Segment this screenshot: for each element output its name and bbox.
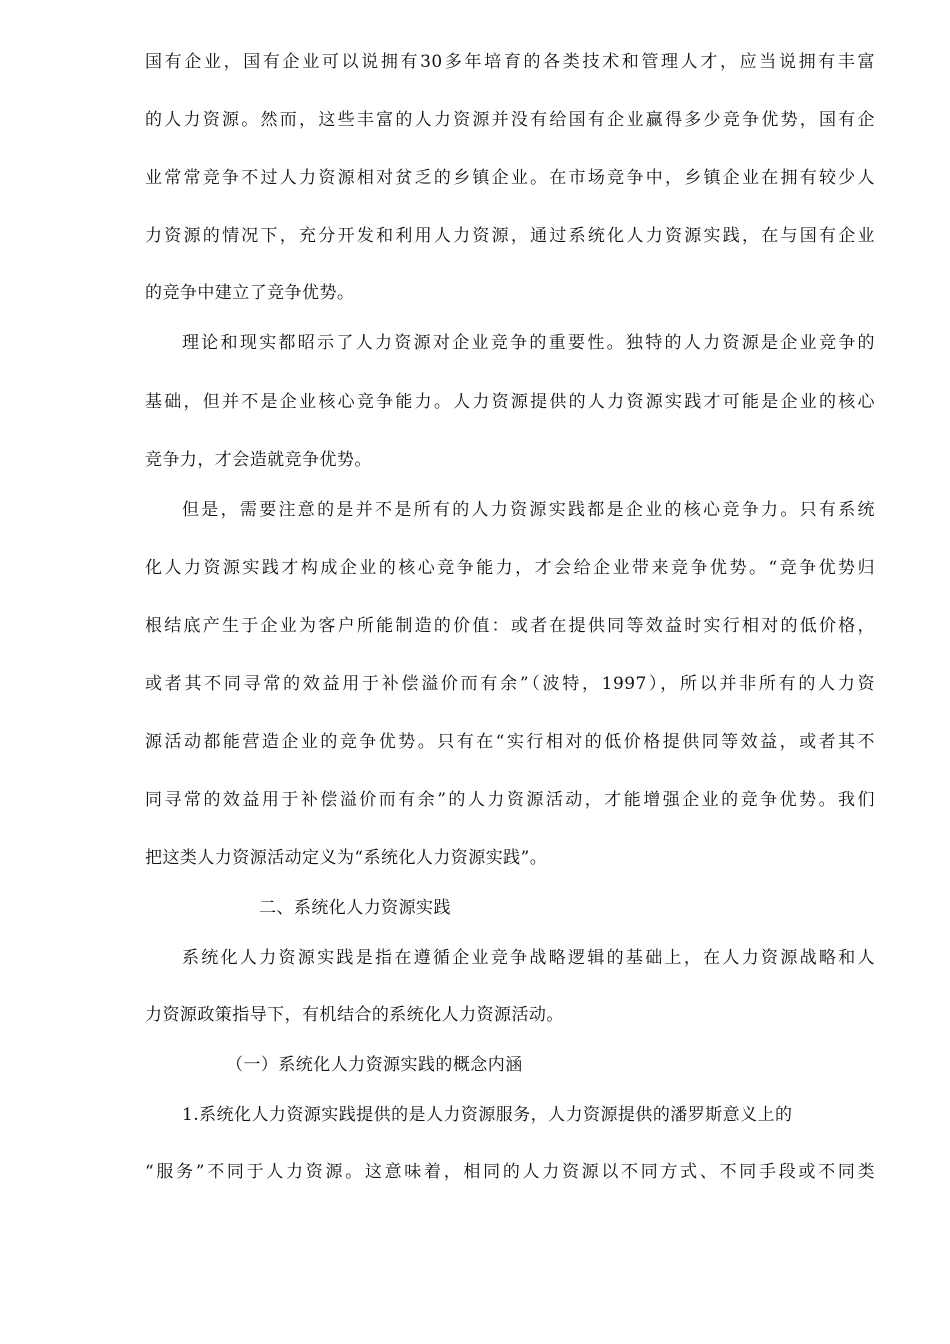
- body-text-line: 源活动都能营造企业的竞争优势。只有在“实行相对的低价格提供同等效益，或者其不: [145, 732, 875, 752]
- body-text-line: 基础，但并不是企业核心竞争能力。人力资源提供的人力资源实践才可能是企业的核心: [145, 392, 875, 412]
- body-text-line: 把这类人力资源活动定义为“系统化人力资源实践”。: [145, 848, 548, 868]
- body-text-line: 力资源的情况下，充分开发和利用人力资源，通过系统化人力资源实践，在与国有企业: [145, 226, 875, 246]
- body-text-line: 化人力资源实践才构成企业的核心竞争能力，才会给企业带来竞争优势。“竞争优势归: [145, 558, 875, 578]
- body-text-line: 1.系统化人力资源实践提供的是人力资源服务，人力资源提供的潘罗斯意义上的: [182, 1105, 793, 1125]
- body-text-line: 同寻常的效益用于补偿溢价而有余”的人力资源活动，才能增强企业的竞争优势。我们: [145, 790, 875, 810]
- body-text-line: 竞争力，才会造就竞争优势。: [145, 450, 372, 470]
- body-text-line: “服务”不同于人力资源。这意味着，相同的人力资源以不同方式、不同手段或不同类: [145, 1162, 875, 1182]
- body-text-line: 力资源政策指导下，有机结合的系统化人力资源活动。: [145, 1005, 564, 1025]
- subsection-heading: （一）系统化人力资源实践的概念内涵: [226, 1055, 523, 1075]
- body-text-line: 系统化人力资源实践是指在遵循企业竞争战略逻辑的基础上，在人力资源战略和人: [182, 948, 875, 968]
- section-heading: 二、系统化人力资源实践: [259, 898, 451, 918]
- body-text-line: 的人力资源。然而，这些丰富的人力资源并没有给国有企业赢得多少竞争优势，国有企: [145, 110, 875, 130]
- body-text-line: 国有企业，国有企业可以说拥有30多年培育的各类技术和管理人才，应当说拥有丰富: [145, 52, 875, 72]
- body-text-line: 根结底产生于企业为客户所能制造的价值：或者在提供同等效益时实行相对的低价格，: [145, 616, 875, 636]
- body-text-line: 理论和现实都昭示了人力资源对企业竞争的重要性。独特的人力资源是企业竞争的: [182, 333, 875, 353]
- body-text-line: 或者其不同寻常的效益用于补偿溢价而有余”（波特，1997），所以并非所有的人力资: [145, 674, 875, 694]
- body-text-line: 但是，需要注意的是并不是所有的人力资源实践都是企业的核心竞争力。只有系统: [182, 500, 875, 520]
- body-text-line: 业常常竞争不过人力资源相对贫乏的乡镇企业。在市场竞争中，乡镇企业在拥有较少人: [145, 168, 875, 188]
- body-text-line: 的竞争中建立了竞争优势。: [145, 283, 355, 303]
